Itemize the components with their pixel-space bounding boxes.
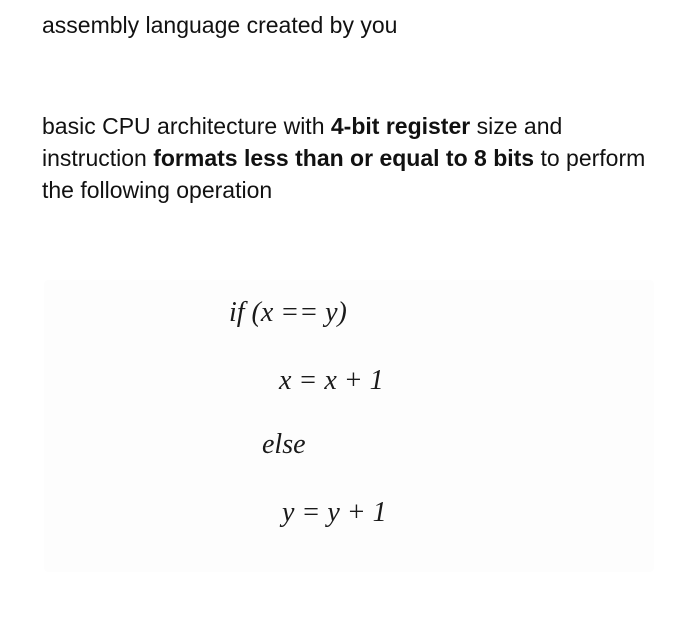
code-line-else: else <box>262 429 306 460</box>
code-line-y-increment: y = y + 1 <box>282 497 387 528</box>
code-line-if: if (x == y) <box>229 297 347 328</box>
description-paragraph <box>42 110 662 206</box>
paragraph-bold-formats: formats less than or equal to 8 bits <box>153 145 535 171</box>
heading-text: assembly language created by you <box>42 12 398 38</box>
paragraph-text-2: size and instruction <box>42 113 563 171</box>
paragraph-bold-register: 4-bit register <box>330 113 471 139</box>
paragraph-text-1: basic CPU architecture with <box>42 113 331 139</box>
paragraph-text-3: to perform the following operation <box>42 145 646 203</box>
code-line-x-increment: x = x + 1 <box>279 365 384 396</box>
